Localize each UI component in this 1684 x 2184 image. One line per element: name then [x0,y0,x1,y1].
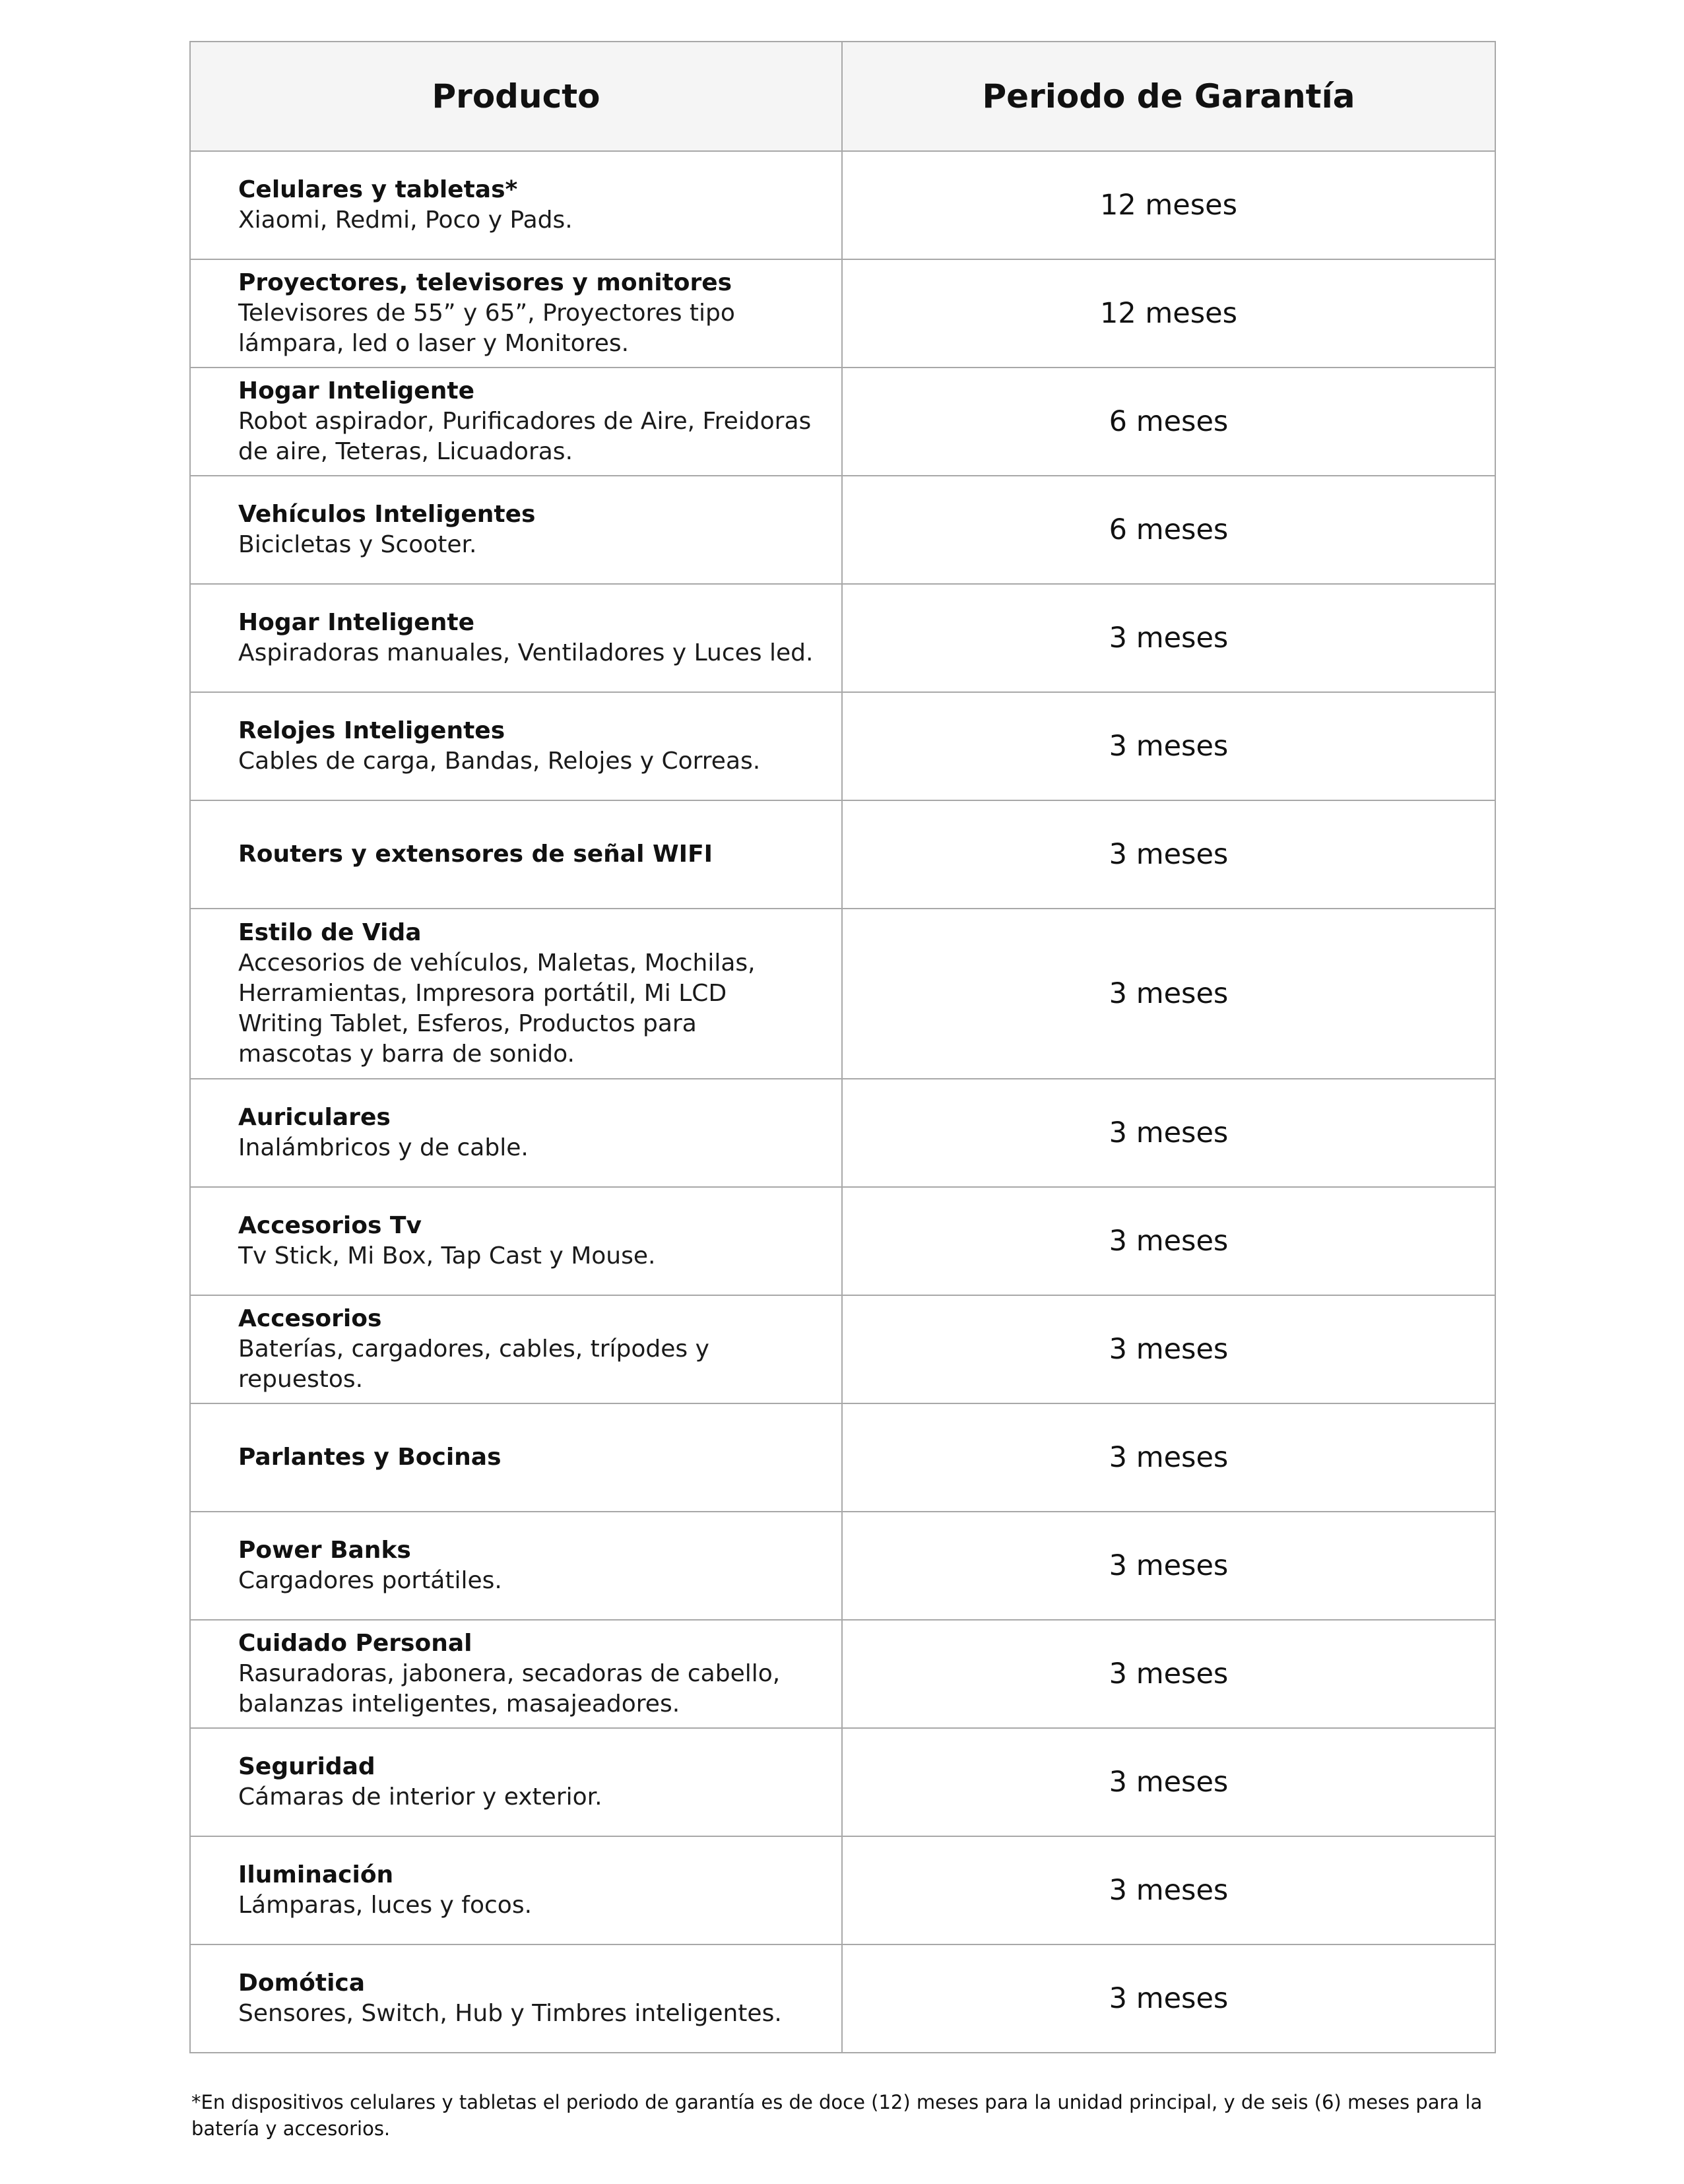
product-category-description: Bicicletas y Scooter. [238,531,477,558]
table-row [190,800,1495,909]
warranty-period-cell: 6 meses [842,476,1495,584]
table-row [190,1512,1495,1620]
warranty-period-cell: 3 meses [842,909,1495,1079]
product-cell [190,1079,842,1187]
table-row [190,1728,1495,1836]
product-category-name: Cuidado Personal [238,1630,472,1657]
product-category-name: Estilo de Vida [238,919,422,946]
warranty-period-cell: 3 meses [842,1403,1495,1512]
product-cell [190,692,842,800]
warranty-table [189,41,1496,2053]
product-category-description: Tv Stick, Mi Box, Tap Cast y Mouse. [238,1242,656,1269]
column-header-product: Producto [190,42,842,151]
warranty-period-cell: 3 meses [842,1728,1495,1836]
product-cell [190,259,842,368]
product-cell [190,368,842,476]
product-category-name: Accesorios [238,1305,382,1332]
warranty-period-cell: 3 meses [842,1295,1495,1403]
warranty-period-cell: 3 meses [842,1079,1495,1187]
table-row [190,909,1495,1079]
product-cell [190,1728,842,1836]
product-cell [190,1403,842,1512]
warranty-period-cell: 3 meses [842,1187,1495,1295]
table-row [190,259,1495,368]
warranty-period-cell: 6 meses [842,368,1495,476]
product-category-description: Cargadores portátiles. [238,1567,502,1594]
table-row [190,1295,1495,1403]
table-row [190,368,1495,476]
warranty-period-cell: 3 meses [842,584,1495,692]
product-category-name: Relojes Inteligentes [238,717,505,744]
product-category-name: Power Banks [238,1537,411,1564]
table-row [190,692,1495,800]
table-row [190,476,1495,584]
product-category-description: Baterías, cargadores, cables, trípodes y repuestos. [238,1335,709,1393]
warranty-period-cell: 3 meses [842,1620,1495,1728]
product-cell [190,1944,842,2053]
table-row [190,1620,1495,1728]
product-cell [190,584,842,692]
product-category-description: Lámparas, luces y focos. [238,1892,533,1919]
product-category-description: Robot aspirador, Purificadores de Aire, Freidoras de aire, Teteras, Licuadoras. [238,408,812,465]
product-category-description: Aspiradoras manuales, Ventiladores y Luces led. [238,639,814,666]
warranty-period-cell: 3 meses [842,1512,1495,1620]
table-header-row [190,42,1495,151]
product-cell [190,800,842,909]
product-category-name: Parlantes y Bocinas [238,1444,502,1471]
product-category-name: Routers y extensores de señal WIFI [238,841,713,868]
product-category-name: Hogar Inteligente [238,609,474,636]
warranty-period-cell: 3 meses [842,1836,1495,1944]
warranty-period-cell: 3 meses [842,800,1495,909]
product-cell [190,151,842,259]
product-category-name: Auriculares [238,1104,391,1131]
table-row [190,1187,1495,1295]
footnote: *En dispositivos celulares y tabletas el periodo de garantía es de doce (12) meses para la unidad principal, y de seis (6) meses para la batería y accesorios. [191,2091,1483,2140]
table-row [190,1836,1495,1944]
product-category-description: Accesorios de vehículos, Maletas, Mochilas, Herramientas, Impresora portátil, Mi LCD Writing Tablet, Esferos, Productos para mascotas y barra de sonido. [238,949,756,1068]
product-category-description: Xiaomi, Redmi, Poco y Pads. [238,207,573,234]
column-header-period: Periodo de Garantía [842,42,1495,151]
table-body [190,151,1495,2053]
table-row [190,1403,1495,1512]
product-category-name: Proyectores, televisores y monitores [238,269,732,296]
product-category-description: Cámaras de interior y exterior. [238,1783,602,1811]
product-category-description: Inalámbricos y de cable. [238,1134,529,1161]
product-category-name: Accesorios Tv [238,1212,422,1239]
product-category-description: Cables de carga, Bandas, Relojes y Correas. [238,748,761,775]
warranty-period-cell: 3 meses [842,692,1495,800]
product-cell [190,1512,842,1620]
table-row [190,1944,1495,2053]
product-category-name: Iluminación [238,1861,394,1888]
table-row [190,584,1495,692]
product-category-name: Seguridad [238,1753,375,1780]
product-category-name: Domótica [238,1970,366,1997]
warranty-period-cell: 12 meses [842,151,1495,259]
product-cell [190,476,842,584]
table-row [190,1079,1495,1187]
product-cell [190,909,842,1079]
product-cell [190,1836,842,1944]
product-cell [190,1295,842,1403]
product-category-name: Vehículos Inteligentes [238,501,536,528]
product-cell [190,1620,842,1728]
table-row [190,151,1495,259]
product-category-name: Celulares y tabletas* [238,176,518,203]
product-category-description: Rasuradoras, jabonera, secadoras de cabello, balanzas inteligentes, masajeadores. [238,1660,781,1718]
product-category-name: Hogar Inteligente [238,377,474,404]
product-cell [190,1187,842,1295]
warranty-period-cell: 12 meses [842,259,1495,368]
warranty-period-cell: 3 meses [842,1944,1495,2053]
product-category-description: Sensores, Switch, Hub y Timbres inteligentes. [238,2000,782,2027]
product-category-description: Televisores de 55” y 65”, Proyectores tipo lámpara, led o laser y Monitores. [238,300,735,357]
